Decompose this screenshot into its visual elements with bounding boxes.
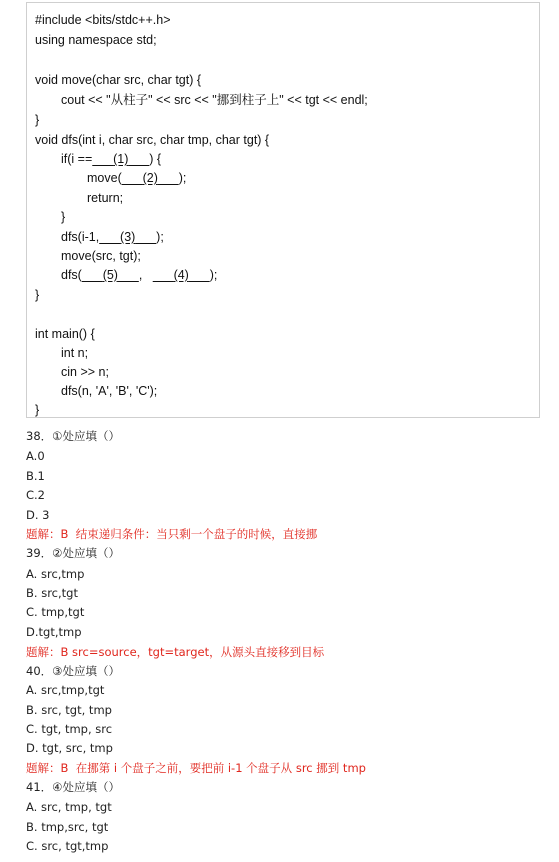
code-line-return: return; [87, 191, 124, 205]
code-token: dfs(i-1, [61, 230, 100, 244]
code-line-move-base [87, 169, 186, 188]
answer-explanation: 题解：B src=source，tgt=target，从源头直接移到目标 [26, 645, 325, 659]
blank-2 [122, 169, 179, 188]
blank-1 [92, 150, 149, 169]
blank-4 [153, 266, 210, 285]
question-option: A. src,tmp,tgt [26, 683, 105, 697]
code-line-move-call: move(src, tgt); [61, 249, 141, 263]
question-option: A. src,tmp [26, 567, 85, 581]
question-option: C. tmp,tgt [26, 605, 85, 619]
question-option: B.1 [26, 469, 45, 483]
blank-1-label: (1) [113, 152, 129, 166]
question-prompt: 39．②处应填（） [26, 546, 120, 560]
code-token: ); [209, 268, 218, 282]
code-line-dfs-recursive [61, 228, 164, 247]
question-option: B. tmp,src, tgt [26, 820, 109, 834]
blank-2-label: (2) [142, 171, 158, 185]
question-option: A.0 [26, 449, 45, 463]
code-line-close-brace: } [61, 210, 66, 224]
code-line-dfs-second [61, 266, 217, 285]
code-line-dfs-signature: void dfs(int i, char src, char tmp, char tgt) { [35, 133, 270, 147]
code-token: move( [87, 171, 122, 185]
code-line-dfs-call: dfs(n, 'A', 'B', 'C'); [61, 384, 158, 398]
question-prompt: 40．③处应填（） [26, 664, 120, 678]
question-option: D. 3 [26, 508, 50, 522]
code-line-cin: cin >> n; [61, 365, 109, 379]
code-line-using: using namespace std; [35, 33, 157, 47]
code-token: ); [156, 230, 164, 244]
code-line-cout: cout << "从柱子" << src << "挪到柱子上" << tgt << endl; [61, 93, 368, 107]
answer-explanation: 题解：B 在挪第 i 个盘子之前，要把前 i-1 个盘子从 src 挪到 tmp [26, 761, 366, 775]
blank-3 [99, 228, 156, 247]
question-option: C.2 [26, 488, 46, 502]
code-line-close-brace: } [35, 288, 40, 302]
code-line-move-signature: void move(char src, char tgt) { [35, 73, 202, 87]
question-option: D. tgt, src, tmp [26, 741, 113, 755]
blank-4-label: (4) [173, 268, 189, 282]
code-line-include: #include <bits/stdc++.h> [35, 13, 171, 27]
answer-explanation: 题解：B 结束递归条件：当只剩一个盘子的时候，直接挪 [26, 527, 318, 541]
question-option: C. src, tgt,tmp [26, 839, 109, 853]
question-option: D.tgt,tmp [26, 625, 82, 639]
code-line-int-n: int n; [61, 346, 89, 360]
code-token: if(i == [61, 152, 93, 166]
code-token: , [138, 268, 143, 282]
question-option: A. src, tmp, tgt [26, 800, 112, 814]
code-token: ) { [149, 152, 162, 166]
question-option: B. src,tgt [26, 586, 78, 600]
code-block [26, 2, 540, 418]
code-line-if [61, 150, 161, 169]
blank-3-label: (3) [120, 230, 136, 244]
code-token: dfs( [61, 268, 82, 282]
code-line-main-signature: int main() { [35, 327, 95, 341]
blank-5-label: (5) [102, 268, 118, 282]
question-option: B. src, tgt, tmp [26, 703, 112, 717]
question-prompt: 38．①处应填（） [26, 429, 120, 443]
question-option: C. tgt, tmp, src [26, 722, 113, 736]
question-prompt: 41．④处应填（） [26, 780, 120, 794]
code-token: ); [178, 171, 187, 185]
code-line-close-brace: } [35, 113, 40, 127]
code-line-close-brace: } [35, 403, 40, 417]
blank-5 [82, 266, 139, 285]
